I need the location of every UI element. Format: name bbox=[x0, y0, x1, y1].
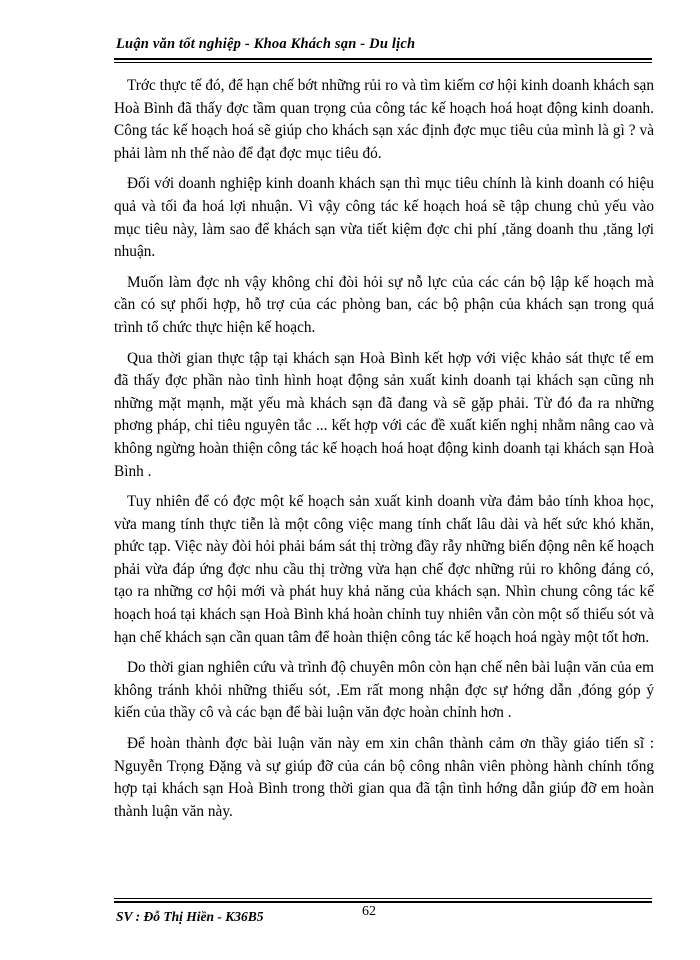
footer-divider bbox=[114, 901, 652, 903]
header-divider bbox=[114, 58, 652, 60]
paragraph-5: Tuy nhiên để có đợc một kế hoạch sản xuất kinh doanh vừa đảm bảo tính khoa học, vừa mang tính thực tiễn là một công việc mang tính chất lâu dài và hết sức khó khăn, phức tạp. Việc này đòi hỏi phải bám sát thị trờng đầy rẫy những biến động nên kế hoạch phải vừa đáp ứng đợc nhu cầu thị trờng vừa hạn chế đợc những rủi ro không đáng có, tạo ra những cơ hội mới và phát huy khả năng của khách sạn. Nhìn chung công tác kế hoạch hoá tại khách sạn Hoà Bình khá hoàn chỉnh tuy nhiên vẫn còn một số thiếu sót và hạn chế khách sạn cần quan tâm để hoàn thiện công tác kế hoạch hoá ngày một tốt hơn. bbox=[114, 493, 654, 646]
header-divider-thin bbox=[114, 62, 652, 63]
paragraph-4: Qua thời gian thực tập tại khách sạn Hoà Bình kết hợp với việc khảo sát thực tế em đã thấy đợc phần nào tình hình hoạt động sản xuất kinh doanh tại khách sạn cũng nh những mặt mạnh, mặt yếu mà khách sạn đã đang và sẽ gặp phải. Từ đó đa ra những phơng pháp, chỉ tiêu nguyên tắc ... kết hợp với các đề xuất kiến nghị nhằm nâng cao và không ngừng hoàn thiện công tác kế hoạch hoá hoạt động kinh doanh tại khách sạn Hoà Bình . bbox=[114, 349, 654, 480]
paragraph-2: Đối với doanh nghiệp kinh doanh khách sạn thì mục tiêu chính là kinh doanh có hiệu quả và tối đa hoá lợi nhuận. Vì vậy công tác kế hoạch hoá sẽ tập chung chủ yếu vào mục tiêu này, làm sao để khách sạn vừa tiết kiệm đợc chi phí ,tăng doanh thu ,tăng lợi nhuận. bbox=[114, 175, 654, 261]
document-body bbox=[114, 75, 654, 831]
footer-divider-thin bbox=[114, 898, 652, 899]
header-title: Luận văn tốt nghiệp - Khoa Khách sạn - Du lịch bbox=[116, 36, 416, 52]
paragraph-7: Để hoàn thành đợc bài luận văn này em xin chân thành cảm ơn thầy giáo tiến sĩ : Nguyễn Trọng Đặng và sự giúp đỡ của cán bộ công nhân viên phòng hành chính tổng hợp tại khách sạn Hoà Bình trong thời gian qua đã tận tình hớng dẫn giúp đỡ em hoàn thành luận văn này. bbox=[114, 735, 654, 820]
paragraph-3: Muốn làm đợc nh vậy không chỉ đòi hỏi sự nỗ lực của các cán bộ lập kế hoạch mà cần có sự phối hợp, hỗ trợ của các phòng ban, các bộ phận của khách sạn trong quá trình tổ chức thực hiện kế hoạch. bbox=[114, 273, 654, 336]
page-number: 62 bbox=[362, 904, 376, 919]
paragraph-6: Do thời gian nghiên cứu và trình độ chuyên môn còn hạn chế nên bài luận văn của em không tránh khỏi những thiếu sót, .Em rất mong nhận đợc sự hớng dẫn ,đóng góp ý kiến của thầy cô và các bạn để bài luận văn đợc hoàn chỉnh hơn . bbox=[114, 659, 654, 722]
paragraph-1: Trớc thực tế đó, để hạn chế bớt những rủi ro và tìm kiếm cơ hội kinh doanh khách sạn Hoà Bình đã thấy đợc tầm quan trọng của công tác kế hoạch hoá hoạt động kinh doanh. Công tác kế hoạch hoá sẽ giúp cho khách sạn xác định đợc mục tiêu của mình là gì ? và phải làm nh thế nào để đạt đợc mục tiêu đó. bbox=[114, 77, 654, 162]
footer-author: SV : Đỗ Thị Hiền - K36B5 bbox=[116, 909, 264, 924]
